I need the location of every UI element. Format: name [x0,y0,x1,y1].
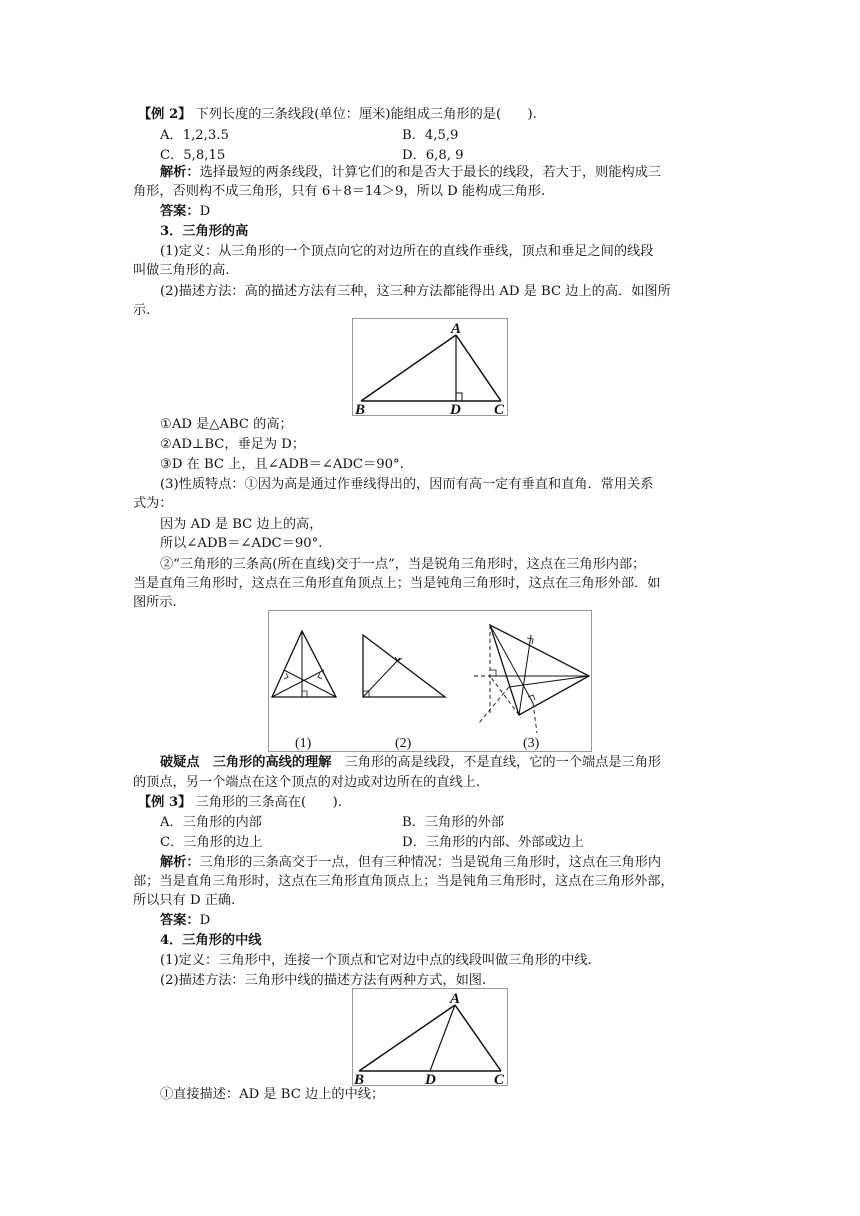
example3-option-b: B．三角形的外部 [402,815,505,830]
example2-analysis-line2: 角形，否则构不成三角形，只有 6＋8＝14＞9，所以 D 能构成三角形. [133,184,546,199]
example2-tag: 【例 2】 [138,107,192,122]
example2-option-b: B．4,5,9 [402,128,459,143]
sec3-def-line1: (1)定义：从三角形的一个顶点向它的对边所在的直线作垂线，顶点和垂足之间的线段 [160,244,654,259]
sec3-prop-line7: 图所示. [133,595,177,610]
example3-question: 三角形的三条高在( ). [195,795,342,810]
sec4-heading: 4．三角形的中线 [160,933,262,948]
difficulty-line2: 的顶点，另一个端点在这个顶点的对边或对边所在的直线上. [133,775,481,790]
altitude-fig-label-d: D [450,402,461,415]
median-fig-label-b: B [354,1072,365,1085]
sec4-def: (1)定义：三角形中，连接一个顶点和它对边中点的线段叫做三角形的中线. [160,953,592,968]
example2-option-c: C．5,8,15 [160,148,226,163]
example3-answer-line [160,912,210,930]
case-caption-1: (1) [295,736,312,751]
example3-option-c: C．三角形的边上 [160,835,263,850]
median-fig-label-d: D [425,1072,436,1085]
sec3-heading: 3．三角形的高 [160,224,249,239]
example3-analysis-line1 [160,854,661,872]
example3-answer-label: 答案： [160,913,200,928]
sec3-desc-line1: (2)描述方法：高的描述方法有三种，这三种方法都能得出 AD 是 BC 边上的高．如图所 [160,284,671,299]
example3-analysis-line3: 所以只有 D 正确. [133,893,236,908]
sec3-prop-line6: 当是直角三角形时，这点在三角形直角顶点上；当是钝角三角形时，这点在三角形外部．如 [133,576,661,591]
example2-analysis-text1: 选择最短的两条线段，计算它们的和是否大于最长的线段，若大于，则能构成三 [199,165,662,180]
sec4-desc: (2)描述方法：三角形中线的描述方法有两种方式，如图. [160,973,487,988]
example2-question: 下列长度的三条线段(单位：厘米)能组成三角形的是( ). [195,107,537,122]
example3-analysis-line2: 部；当是直角三角形时，这点在三角形直角顶点上；当是钝角三角形时，这点在三角形外部， [133,874,674,889]
sec3-prop-line5: ②“三角形的三条高(所在直线)交于一点”，当是锐角三角形时，这点在三角形内部； [160,557,646,572]
example2-answer: D [199,204,211,219]
altitude-cases-figure [268,610,592,752]
example2-analysis-line1 [160,164,661,182]
sec3-prop-line4: 所以∠ADB＝∠ADC＝90°. [160,536,323,551]
example3-option-a: A．三角形的内部 [160,815,262,830]
altitude-fig-label-c: C [494,402,505,415]
example2-option-d: D．6,8, 9 [402,148,464,163]
example3-option-d: D．三角形的内部、外部或边上 [402,835,585,850]
sec3-prop-line3: 因为 AD 是 BC 边上的高， [160,517,323,532]
case-caption-2: (2) [395,736,412,751]
altitude-figure [352,318,508,416]
example3-answer: D [199,913,211,928]
median-fig-label-a: A [450,991,461,1007]
altitude-fig-label-b: B [355,402,366,415]
example3-analysis-text1: 三角形的三条高交于一点，但有三种情况：当是锐角三角形时，这点在三角形内 [199,855,662,870]
example2-analysis-label: 解析： [160,165,200,180]
median-fig-label-c: C [494,1072,505,1085]
difficulty-label: 破疑点 三角形的高线的理解 [160,755,332,770]
example3-analysis-label: 解析： [160,855,200,870]
case-caption-3: (3) [523,736,540,751]
sec3-item1: ①AD 是△ABC 的高； [160,417,293,432]
example2-answer-label: 答案： [160,204,200,219]
example2-question-line [138,106,537,124]
example2-answer-line [160,203,210,221]
difficulty-text1: 三角形的高是线段，不是直线，它的一个端点是三角形 [331,755,662,770]
example3-tag: 【例 3】 [138,795,192,810]
sec3-item2: ②AD⊥BC，垂足为 D； [160,437,306,452]
sec3-item3: ③D 在 BC 上，且∠ADB＝∠ADC＝90°. [160,457,404,472]
sec3-def-line2: 叫做三角形的高. [133,263,230,278]
sec4-item1: ①直接描述：AD 是 BC 边上的中线； [160,1087,385,1102]
example3-question-line [138,794,342,812]
sec3-desc-line2: 示. [133,303,151,318]
difficulty-line1 [160,754,661,772]
sec3-prop-line2: 式为： [133,496,173,511]
sec3-prop-line1: (3)性质特点：①因为高是通过作垂线得出的，因而有高一定有垂直和直角．常用关系 [160,477,654,492]
altitude-fig-label-a: A [451,321,462,337]
example2-option-a: A．1,2,3.5 [160,128,229,143]
median-figure [352,988,508,1086]
